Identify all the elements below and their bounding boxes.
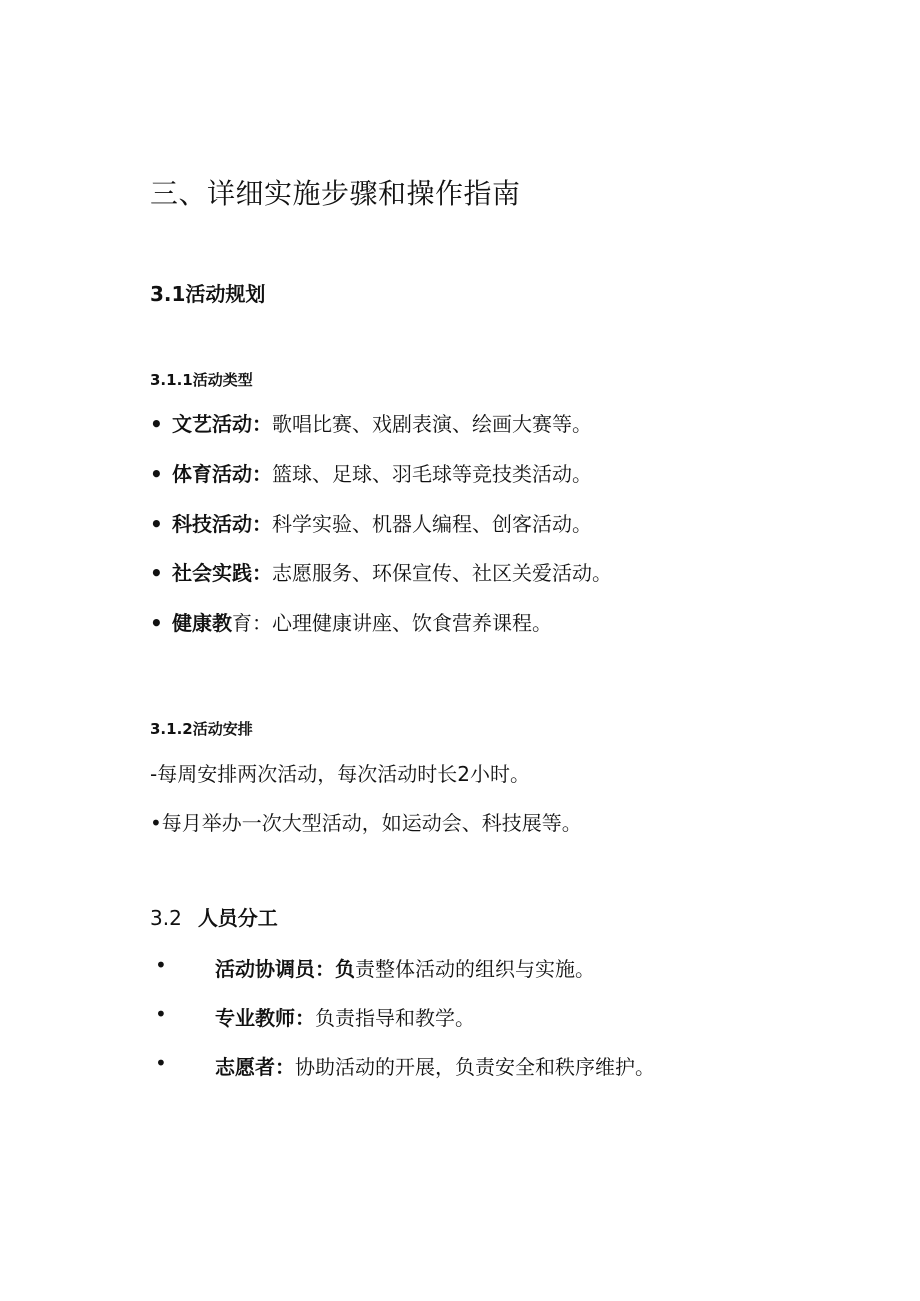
item-text: 协助活动的开展，负责安全和秩序维护。 [295, 1055, 655, 1079]
subsection-3-1-title: 3.1活动规划 [150, 282, 266, 306]
list-item: -每周安排两次活动，每次活动时长2小时。 [150, 762, 530, 786]
item-text: 科学实验、机器人编程、创客活动。 [272, 512, 592, 536]
bullet: • [155, 1002, 167, 1026]
item-label: 科技活动： [172, 512, 272, 536]
list-item [150, 458, 592, 487]
bullet: • [150, 561, 163, 585]
subsection-3-1-2-title: 3.1.2活动安排 [150, 720, 253, 738]
bullet: • [150, 462, 163, 486]
subsection-3-2-title [150, 902, 278, 931]
item-label: 活动协调员：负 [215, 957, 355, 981]
item-label: 体育活动： [172, 462, 272, 486]
item-content [215, 1051, 655, 1080]
item-text: 负责指导和教学。 [315, 1006, 475, 1030]
item-content [215, 953, 595, 982]
item-label: 志愿者： [215, 1055, 295, 1079]
item-text: 篮球、足球、羽毛球等竞技类活动。 [272, 462, 592, 486]
bullet: • [150, 512, 163, 536]
subsection-3-1-1-title: 3.1.1活动类型 [150, 371, 253, 389]
list-item [150, 557, 612, 586]
bullet: • [155, 1051, 167, 1075]
list-item: •每月举办一次大型活动，如运动会、科技展等。 [150, 811, 582, 835]
list-item [150, 408, 592, 437]
section-heading-text: 人员分工 [197, 906, 278, 930]
item-label: 健康教 [172, 611, 232, 635]
section-title: 三、详细实施步骤和操作指南 [150, 177, 521, 210]
item-label: 专业教师： [215, 1006, 315, 1030]
item-content [215, 1002, 475, 1031]
item-label: 文艺活动： [172, 412, 272, 436]
item-text: 歌唱比赛、戏剧表演、绘画大赛等。 [272, 412, 592, 436]
list-item [150, 607, 552, 636]
bullet: • [155, 953, 167, 977]
item-label: 社会实践： [172, 561, 272, 585]
item-text: 志愿服务、环保宣传、社区关爱活动。 [272, 561, 612, 585]
section-number: 3.2 [150, 906, 182, 930]
item-text: 责整体活动的组织与实施。 [355, 957, 595, 981]
list-item [150, 508, 592, 537]
bullet: • [150, 611, 163, 635]
bullet: • [150, 412, 163, 436]
item-text: 育：心理健康讲座、饮食营养课程。 [232, 611, 552, 635]
